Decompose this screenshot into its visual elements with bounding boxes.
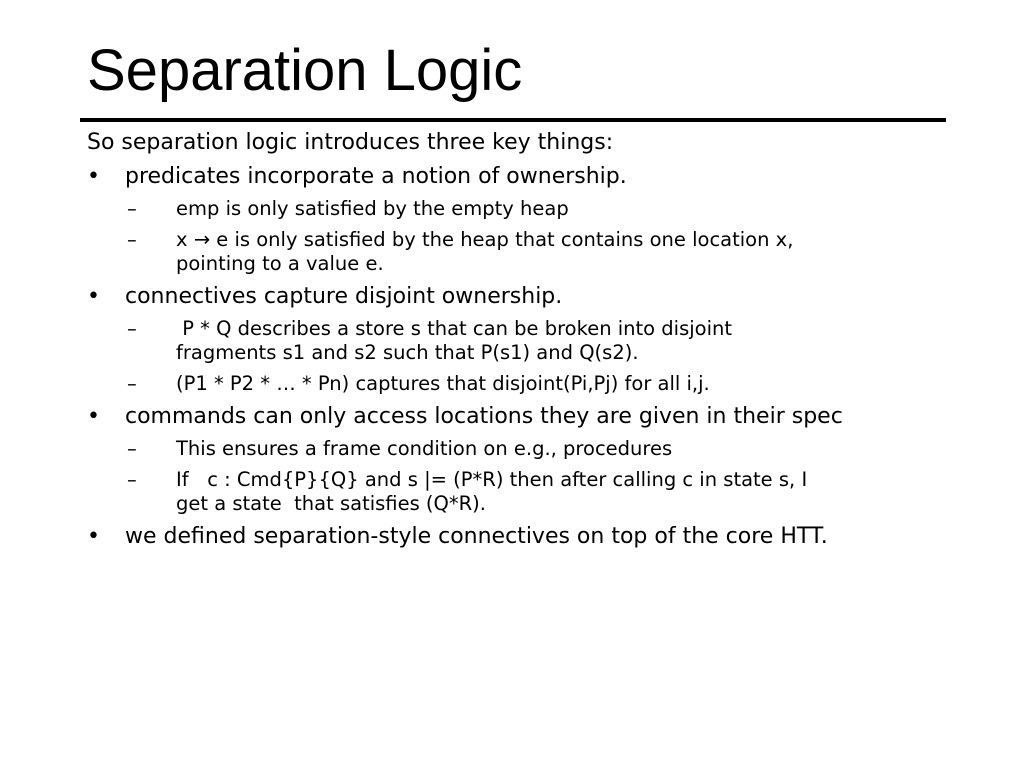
- sub-bullet-item: [87, 317, 987, 365]
- sub-bullet-item: [87, 197, 987, 221]
- dash-marker: –: [127, 317, 137, 340]
- sub-bullet-text: This ensures a frame condition on e.g., procedures: [176, 437, 673, 460]
- bullet-item: [87, 524, 987, 550]
- sub-bullet-text: [176, 317, 936, 365]
- bullet-text: we defined separation-style connectives on top of the core HTT.: [125, 524, 828, 549]
- dash-marker: –: [127, 197, 137, 220]
- intro-text: So separation logic introduces three key things:: [87, 130, 614, 155]
- slide-body: [87, 128, 987, 550]
- bullet-item: [87, 404, 987, 430]
- sub-bullet-line: x → e is only satisfied by the heap that contains one location x,: [176, 228, 794, 251]
- dash-marker: –: [127, 468, 137, 491]
- bullet-marker: •: [87, 164, 100, 189]
- sub-bullet-item: [87, 468, 987, 516]
- title-divider: [80, 118, 946, 122]
- bullet-text: connectives capture disjoint ownership.: [125, 284, 563, 309]
- dash-marker: –: [127, 228, 137, 251]
- sub-bullet-item: [87, 228, 987, 276]
- bullet-text: predicates incorporate a notion of ownership.: [125, 164, 627, 189]
- sub-bullet-text: [176, 228, 936, 276]
- bullet-marker: •: [87, 524, 100, 549]
- sub-bullet-line: P * Q describes a store s that can be broken into disjoint: [176, 317, 733, 340]
- sub-bullet-text: [176, 468, 936, 516]
- sub-bullet-text: emp is only satisfied by the empty heap: [176, 197, 569, 220]
- bullet-marker: •: [87, 404, 100, 429]
- bullet-marker: •: [87, 284, 100, 309]
- sub-bullet-text: (P1 * P2 * … * Pn) captures that disjoint(Pi,Pj) for all i,j.: [176, 372, 710, 395]
- dash-marker: –: [127, 372, 137, 395]
- sub-bullet-line: get a state that satisfies (Q*R).: [176, 492, 486, 515]
- bullet-item: [87, 164, 987, 190]
- sub-bullet-line: pointing to a value e.: [176, 252, 384, 275]
- sub-bullet-line: fragments s1 and s2 such that P(s1) and Q(s2).: [176, 341, 639, 364]
- dash-marker: –: [127, 437, 137, 460]
- bullet-item: [87, 284, 987, 310]
- sub-bullet-item: [87, 437, 987, 461]
- bullet-text: commands can only access locations they are given in their spec: [125, 404, 843, 429]
- sub-bullet-line: If c : Cmd{P}{Q} and s |= (P*R) then after calling c in state s, I: [176, 468, 808, 491]
- sub-bullet-item: [87, 372, 987, 396]
- slide-title: Separation Logic: [87, 38, 523, 103]
